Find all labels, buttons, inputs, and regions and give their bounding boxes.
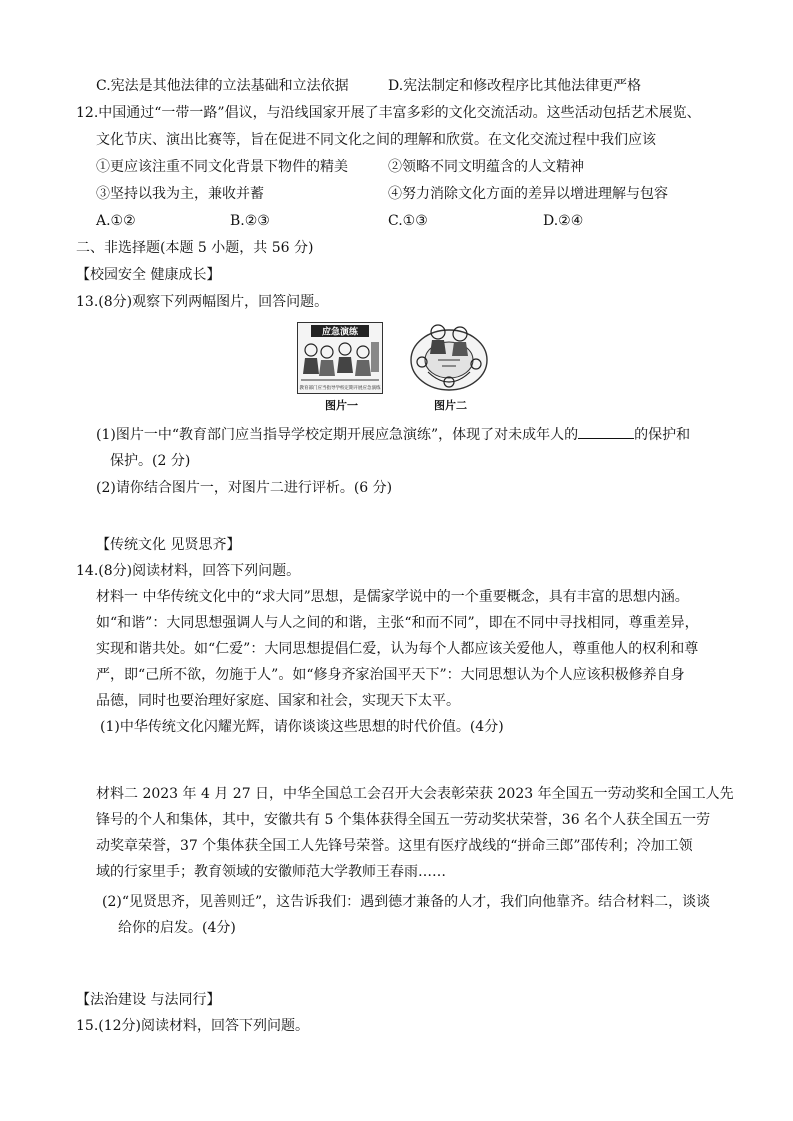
section-heading: 二、非选择题(本题 5 小题，共 56 分) bbox=[76, 240, 314, 256]
answer-blank[interactable] bbox=[578, 424, 634, 439]
q12-stem-line2: 文化节庆、演出比赛等，旨在促进不同文化之间的理解和欣赏。在文化交流过程中我们应该 bbox=[96, 132, 656, 148]
q14-sub2-line2: 给你的启发。(4分) bbox=[118, 920, 236, 936]
q12-item-3: ③坚持以我为主，兼收并蓄 bbox=[96, 186, 264, 202]
q14-material2-line3: 动奖章荣誉，37 个集体获全国工人先锋号荣誉。这里有医疗战线的“拼命三郎”邵传利；冷加工领 bbox=[96, 838, 693, 854]
q12-item-2: ②领略不同文明蕴含的人文精神 bbox=[388, 159, 584, 175]
q12-option-c: C.①③ bbox=[388, 213, 428, 229]
q14-material1-line4: 严，即“己所不欲，勿施于人”。如“修身齐家治国平天下”：大同思想认为个人应该积极修养自身 bbox=[96, 667, 685, 683]
q14-material2-line2: 锋号的个人和集体，其中，安徽共有 5 个集体获得全国五一劳动奖状荣誉，36 名个人获全国五一劳 bbox=[96, 812, 711, 828]
picture-two bbox=[408, 320, 490, 396]
q11-option-c: C.宪法是其他法律的立法基础和立法依据 bbox=[96, 78, 349, 94]
q13-sub1-line2: 保护。(2 分) bbox=[110, 453, 191, 469]
q14-material2-line1: 材料二 2023 年 4 月 27 日，中华全国总工会召开大会表彰荣获 2023 年全国五一劳动奖和全国工人先 bbox=[96, 786, 734, 802]
picture-one-bottom-text: 教育部门应当指导学校定期开展应急演练 bbox=[299, 386, 381, 391]
picture-one-banner-text: 应急演练 bbox=[321, 327, 359, 338]
q14-material1-line5: 品德，同时也要治理好家庭、国家和社会，实现天下太平。 bbox=[96, 693, 460, 709]
q14-stem: 14.(8分)阅读材料，回答下列问题。 bbox=[76, 563, 301, 579]
picture-two-caption: 图片二 bbox=[434, 399, 467, 412]
q14-material1-line3: 实现和谐共处。如“仁爱”：大同思想提倡仁爱，认为每个人都应该关爱他人，尊重他人的权利和尊 bbox=[96, 641, 699, 657]
q13-stem: 13.(8分)观察下列两幅图片，回答问题。 bbox=[76, 294, 329, 310]
q13-sub1-text-b: 的保护和 bbox=[634, 427, 691, 443]
q14-material2-line4: 域的行家里手；教育领域的安徽师范大学教师王春雨…… bbox=[96, 864, 446, 880]
q12-item-4: ④努力消除文化方面的差异以增进理解与包容 bbox=[388, 186, 668, 202]
q13-sub1-text-a: (1)图片一中“教育部门应当指导学校定期开展应急演练”，体现了对未成年人的 bbox=[96, 427, 579, 443]
q12-option-a: A.①② bbox=[96, 213, 136, 229]
q14-material1-line1: 材料一 中华传统文化中的“求大同”思想，是儒家学说中的一个重要概念，具有丰富的思想内涵。 bbox=[96, 589, 689, 605]
q15-stem: 15.(12分)阅读材料，回答下列问题。 bbox=[76, 1018, 310, 1034]
q12-option-d: D.②④ bbox=[543, 213, 584, 229]
picture-one bbox=[297, 322, 383, 394]
q12-stem-line1: 12.中国通过“一带一路”倡议，与沿线国家开展了丰富多彩的文化交流活动。这些活动包括艺术展览、 bbox=[76, 105, 701, 121]
q11-option-d: D.宪法制定和修改程序比其他法律更严格 bbox=[388, 78, 642, 94]
topic-heading-15: 【法治建设 与法同行】 bbox=[76, 992, 221, 1008]
picture-one-caption: 图片一 bbox=[325, 399, 358, 412]
q13-sub1-line1 bbox=[96, 424, 690, 445]
q14-sub2-line1: (2)“见贤思齐，见善则迁”，这告诉我们：遇到德才兼备的人才，我们向他靠齐。结合材料二，谈谈 bbox=[102, 894, 711, 910]
q12-option-b: B.②③ bbox=[230, 213, 270, 229]
q12-item-1: ①更应该注重不同文化背景下物件的精美 bbox=[96, 159, 348, 175]
topic-heading-14: 【传统文化 见贤思齐】 bbox=[96, 537, 241, 553]
q14-sub1: (1)中华传统文化闪耀光辉，请你谈谈这些思想的时代价值。(4分) bbox=[100, 719, 504, 735]
q13-sub2: (2)请你结合图片一，对图片二进行评析。(6 分) bbox=[96, 480, 393, 496]
topic-heading-13: 【校园安全 健康成长】 bbox=[76, 267, 221, 283]
q14-material1-line2: 如“和谐”：大同思想强调人与人之间的和谐，主张“和而不同”，即在不同中寻找相同，尊重差异， bbox=[96, 615, 699, 631]
